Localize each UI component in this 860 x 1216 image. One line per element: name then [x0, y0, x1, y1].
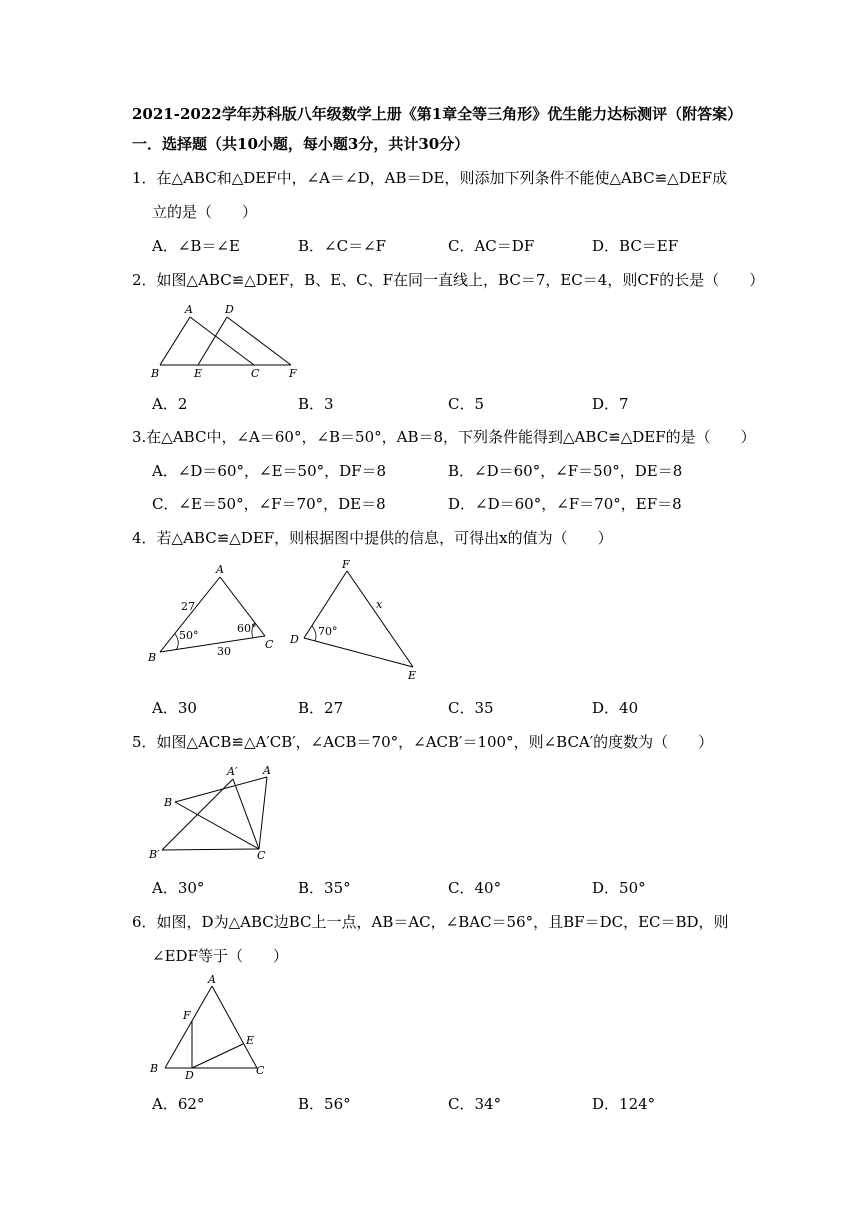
line-bc	[175, 802, 259, 849]
label-angle-b: 50°	[179, 629, 199, 642]
question-5-line-1: 5．如图△ACB≌△A′CB′，∠ACB＝70°，∠ACB′＝100°，则∠BCA′的度数为（ ）	[132, 733, 714, 751]
question-2-figure	[148, 300, 308, 380]
question-2-option-b: B．3	[298, 395, 334, 413]
label-c: C	[265, 638, 274, 651]
question-2-option-a: A．2	[152, 395, 188, 413]
question-1-option-c: C．AC＝DF	[448, 237, 535, 255]
label-b: B	[150, 1062, 159, 1075]
label-angle-d: 70°	[318, 625, 338, 638]
question-3-line-1: 3.在△ABC中，∠A＝60°，∠B＝50°，AB＝8，下列条件能得到△ABC≌△DEF的是（ ）	[132, 428, 756, 446]
line-b-prime-a-prime	[162, 779, 233, 850]
document-title: 2021-2022学年苏科版八年级数学上册《第1章全等三角形》优生能力达标测评（附答案）	[132, 105, 743, 123]
label-d: D	[290, 633, 299, 646]
question-6-option-a: A．62°	[152, 1095, 205, 1113]
section-heading: 一．选择题（共10小题，每小题3分，共计30分）	[132, 135, 470, 153]
question-4-option-d: D．40	[592, 699, 639, 717]
label-c: C	[251, 367, 260, 380]
question-4-option-a: A．30	[152, 699, 197, 717]
label-f: F	[183, 1009, 191, 1022]
line-ba	[160, 317, 190, 365]
question-1-option-d: D．BC＝EF	[592, 237, 679, 255]
label-x: x	[376, 598, 383, 611]
line-ba	[175, 777, 267, 802]
question-3-option-a: A．∠D＝60°，∠E＝50°，DF＝8	[152, 462, 387, 480]
question-2-line-1: 2．如图△ABC≌△DEF，B、E、C、F在同一直线上，BC＝7，EC＝4，则CF的长是（ ）	[132, 271, 765, 289]
question-6-option-c: C．34°	[448, 1095, 502, 1113]
label-e: E	[246, 1034, 255, 1047]
label-b: B	[164, 796, 173, 809]
question-5-figure	[145, 762, 285, 867]
question-5-option-b: B．35°	[298, 879, 351, 897]
question-1-line-1: 1．在△ABC和△DEF中，∠A＝∠D，AB＝DE，则添加下列条件不能使△ABC≌△DEF成	[132, 169, 728, 187]
label-a-prime: A′	[227, 765, 238, 778]
label-f: F	[289, 367, 297, 380]
question-4-option-c: C．35	[448, 699, 494, 717]
line-a-prime-c	[233, 779, 259, 849]
label-b: B	[151, 367, 160, 380]
question-3-option-b: B．∠D＝60°，∠F＝50°，DE＝8	[448, 462, 683, 480]
label-a: A	[216, 563, 224, 576]
label-d: D	[225, 303, 234, 316]
line-de	[192, 1044, 243, 1068]
angle-d-arc	[312, 626, 316, 641]
question-5-option-a: A．30°	[152, 879, 205, 897]
question-4-figure-def	[285, 557, 425, 687]
label-side-ab: 27	[181, 600, 195, 613]
question-6-line-2: ∠EDF等于（ ）	[152, 947, 288, 965]
label-a: A	[208, 973, 216, 986]
question-2-option-d: D．7	[592, 395, 629, 413]
label-b-prime: B′	[149, 848, 160, 861]
question-2-option-c: C．5	[448, 395, 485, 413]
line-df	[227, 317, 291, 365]
question-4-line-1: 4．若△ABC≌△DEF，则根据图中提供的信息，可得出x的值为（ ）	[132, 529, 613, 547]
label-a: A	[263, 764, 271, 777]
label-side-bc: 30	[217, 645, 231, 658]
line-b-prime-c	[162, 849, 259, 850]
question-4-figure-abc	[145, 560, 285, 665]
question-1-option-b: B．∠C＝∠F	[298, 237, 387, 255]
label-f: F	[342, 558, 350, 571]
label-b: B	[148, 651, 157, 664]
line-fe	[347, 571, 413, 667]
question-6-option-d: D．124°	[592, 1095, 656, 1113]
question-1-line-2: 立的是（ ）	[152, 203, 258, 221]
line-ac	[259, 777, 267, 849]
label-angle-c: 60°	[237, 622, 257, 635]
line-bc	[160, 636, 265, 652]
line-ba	[165, 986, 212, 1068]
label-d: D	[185, 1069, 194, 1082]
question-4-option-b: B．27	[298, 699, 344, 717]
label-a: A	[185, 303, 193, 316]
label-e: E	[408, 669, 417, 682]
question-3-option-c: C．∠E＝50°，∠F＝70°，DE＝8	[152, 495, 386, 513]
label-e: E	[194, 367, 203, 380]
line-ac	[190, 317, 254, 365]
question-1-option-a: A．∠B＝∠E	[152, 237, 240, 255]
question-6-figure	[145, 972, 275, 1082]
question-5-option-d: D．50°	[592, 879, 646, 897]
question-6-option-b: B．56°	[298, 1095, 351, 1113]
question-6-line-1: 6．如图，D为△ABC边BC上一点，AB＝AC，∠BAC＝56°，且BF＝DC，EC＝BD，则	[132, 913, 729, 931]
question-3-option-d: D．∠D＝60°，∠F＝70°，EF＝8	[448, 495, 682, 513]
label-c: C	[256, 1064, 265, 1077]
angle-b-arc	[175, 634, 178, 650]
label-c: C	[257, 849, 266, 862]
question-5-option-c: C．40°	[448, 879, 502, 897]
